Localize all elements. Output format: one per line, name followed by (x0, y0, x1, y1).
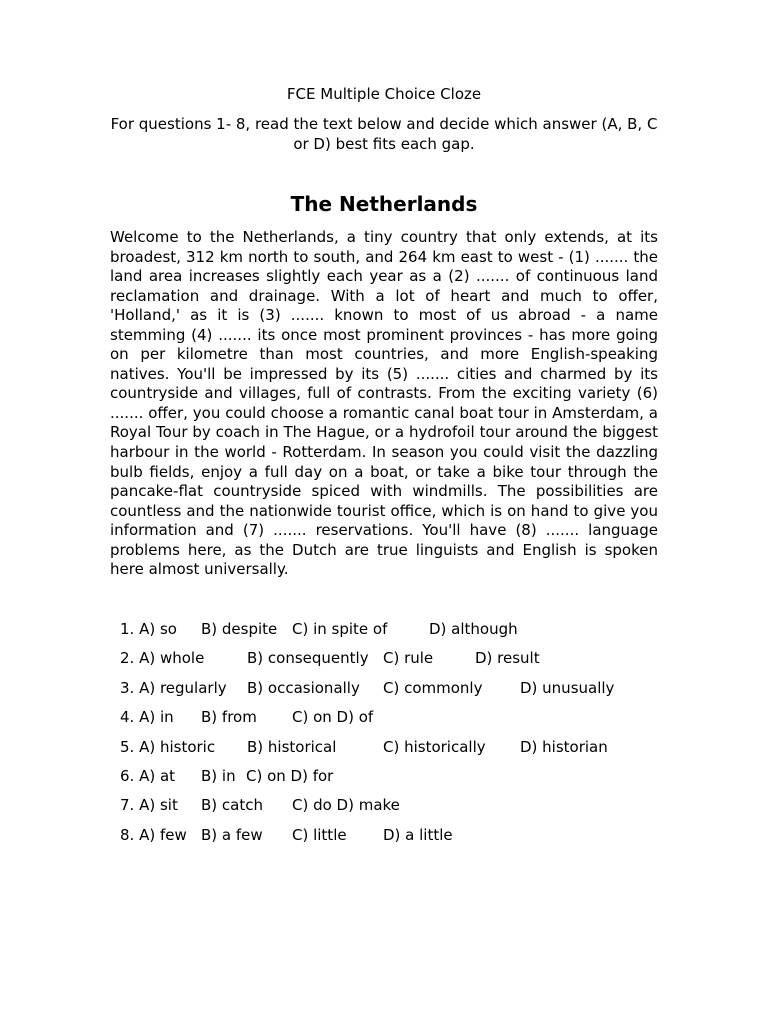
option-c: C) rule (383, 649, 434, 668)
option-b: B) occasionally (247, 678, 360, 697)
option-d: D) although (429, 620, 518, 638)
option-b: B) consequently (247, 649, 369, 668)
document-header: FCE Multiple Choice Cloze (286, 85, 482, 103)
option-a: 2. A) whole (120, 649, 205, 668)
option-d: D) result (475, 649, 540, 668)
question-item (120, 706, 680, 735)
option-a: 6. A) at (120, 766, 176, 785)
option-c: C) historically (383, 737, 486, 756)
option-d: D) historian (520, 737, 608, 756)
question-item (120, 677, 680, 706)
question-list (120, 618, 680, 853)
option-c: C) on D) for (246, 766, 334, 785)
instructions-text: For questions 1- 8, read the text below and decide which answer (A, B, C or D) best fits each gap. (110, 115, 658, 153)
question-item (120, 765, 680, 794)
question-item (120, 824, 680, 853)
passage-title: The Netherlands (290, 192, 478, 216)
question-item (120, 794, 680, 823)
option-b: B) despite (201, 620, 278, 638)
option-c: C) commonly (383, 678, 483, 697)
option-a: 5. A) historic (120, 737, 216, 756)
question-item (120, 647, 680, 676)
option-b: B) in (201, 766, 236, 785)
option-a: 4. A) in (120, 708, 174, 727)
option-c: C) in spite of (292, 620, 388, 638)
passage-text: Welcome to the Netherlands, a tiny country that only extends, at its broadest, 312 km north to south, and 264 km east to west - (1) ....... the land area increases slightly each year as a (2) ....... of continuous land reclamation and drainage. With a lot of heart and much to offer, 'Holland,' as it is (3) ....... known to most of us abroad - a name stemming (4) ....... its once most prominent provinces - has more going on per kilometre than most countries, and more English-speaking natives. You'll be impressed by its (5) ....... cities and charmed by its countryside and villages, full of contrasts. From the exciting variety (6) ....... offer, you could choose a romantic canal boat tour in Amsterdam, a Royal Tour by coach in The Hague, or a hydrofoil tour around the biggest harbour in the world - Rotterdam. In season you could visit the dazzling bulb fields, enjoy a full day on a boat, or take a bike tour through the pancake-flat countryside spiced with windmills. The possibilities are countless and the nationwide tourist office, which is on hand to give you information and (7) ....... reservations. You'll have (8) ....... language problems here, as the Dutch are true linguists and English is spoken here almost universally. (110, 228, 658, 579)
option-a: 3. A) regularly (120, 678, 227, 697)
question-item (120, 736, 680, 765)
option-b: B) catch (201, 796, 263, 815)
option-d: D) a little (383, 825, 453, 844)
option-d: D) unusually (520, 678, 615, 697)
option-a: 1. A) so (120, 620, 177, 638)
option-a: 7. A) sit (120, 796, 178, 815)
option-b: B) a few (201, 825, 263, 844)
option-c: C) on D) of (292, 708, 374, 727)
option-b: B) historical (247, 737, 337, 756)
option-b: B) from (201, 708, 257, 727)
option-c: C) little (292, 825, 347, 844)
option-c: C) do D) make (292, 796, 400, 815)
option-a: 8. A) few (120, 825, 187, 844)
question-item (120, 618, 680, 647)
